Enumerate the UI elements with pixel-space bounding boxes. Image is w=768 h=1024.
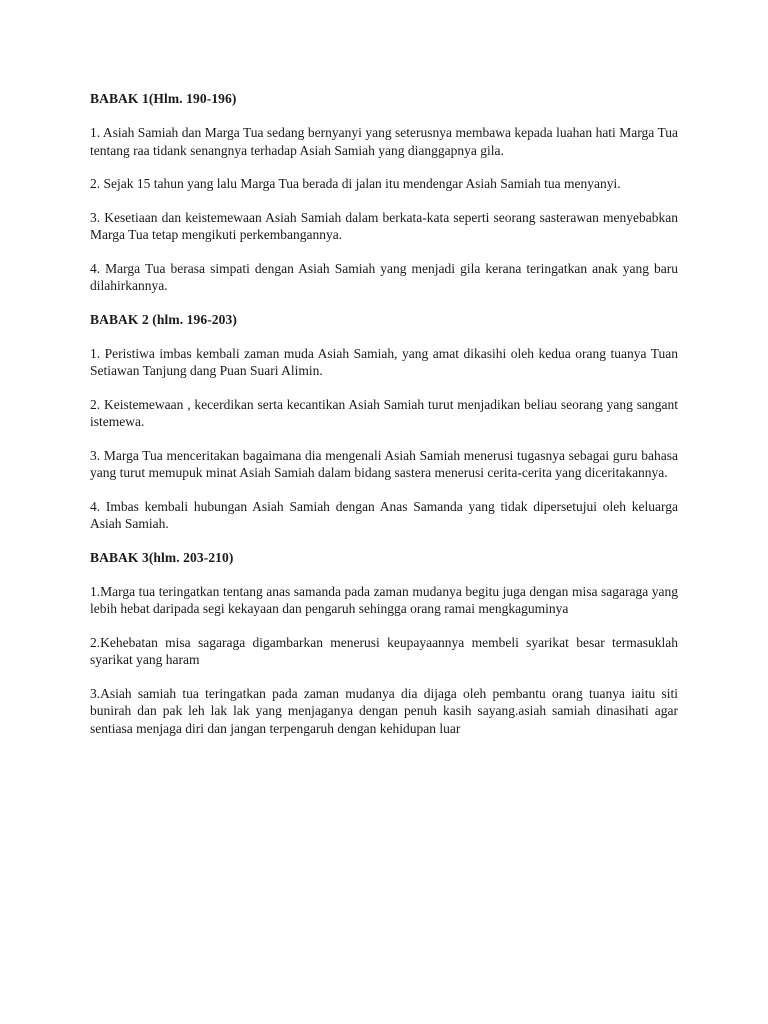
section-babak-3 — [90, 549, 678, 738]
paragraph: 2. Keistemewaan , kecerdikan serta kecantikan Asiah Samiah turut menjadikan beliau seorang yang sangant istemewa. — [90, 396, 678, 429]
section-babak-1 — [90, 90, 678, 295]
paragraph: 2. Sejak 15 tahun yang lalu Marga Tua berada di jalan itu mendengar Asiah Samiah tua menyanyi. — [90, 176, 621, 191]
paragraph: 3. Kesetiaan dan keistemewaan Asiah Samiah dalam berkata-kata seperti seorang sasterawan menyebabkan Marga Tua tetap mengikuti perkembangannya. — [90, 209, 678, 242]
paragraph: 3. Marga Tua menceritakan bagaimana dia mengenali Asiah Samiah menerusi tugasnya sebagai guru bahasa yang turut memupuk minat Asiah Samiah dalam bidang sastera menerusi cerita-cerita yang diceritakannya. — [90, 447, 678, 480]
document-page — [90, 90, 678, 753]
paragraph: 2.Kehebatan misa sagaraga digambarkan menerusi keupayaannya membeli syarikat besar termasuklah syarikat yang haram — [90, 634, 678, 667]
section-heading: BABAK 3(hlm. 203-210) — [90, 549, 234, 565]
paragraph: 1. Peristiwa imbas kembali zaman muda Asiah Samiah, yang amat dikasihi oleh kedua orang tuanya Tuan Setiawan Tanjung dang Puan Suari Alimin. — [90, 345, 678, 378]
section-heading: BABAK 2 (hlm. 196-203) — [90, 311, 237, 327]
section-heading: BABAK 1(Hlm. 190-196) — [90, 91, 237, 106]
paragraph: 1. Asiah Samiah dan Marga Tua sedang bernyanyi yang seterusnya membawa kepada luahan hati Marga Tua tentang raa tidank senangnya terhadap Asiah Samiah yang dianggapnya gila. — [90, 125, 678, 158]
paragraph: 4. Imbas kembali hubungan Asiah Samiah dengan Anas Samanda yang tidak dipersetujui oleh keluarga Asiah Samiah. — [90, 498, 678, 531]
paragraph: 1.Marga tua teringatkan tentang anas samanda pada zaman mudanya begitu juga dengan misa sagaraga yang lebih hebat daripada segi kekayaan dan pengaruh sehingga orang ramai mengkaguminya — [90, 583, 678, 616]
paragraph: 4. Marga Tua berasa simpati dengan Asiah Samiah yang menjadi gila kerana teringatkan anak yang baru dilahirkannya. — [90, 260, 678, 293]
section-babak-2 — [90, 311, 678, 533]
paragraph: 3.Asiah samiah tua teringatkan pada zaman mudanya dia dijaga oleh pembantu orang tuanya iaitu siti bunirah dan pak leh lak lak yang menjaganya dengan penuh kasih sayang.asiah samiah dinasihati agar sentiasa menjaga diri dan jangan terpengaruh dengan kehidupan luar — [90, 685, 678, 736]
